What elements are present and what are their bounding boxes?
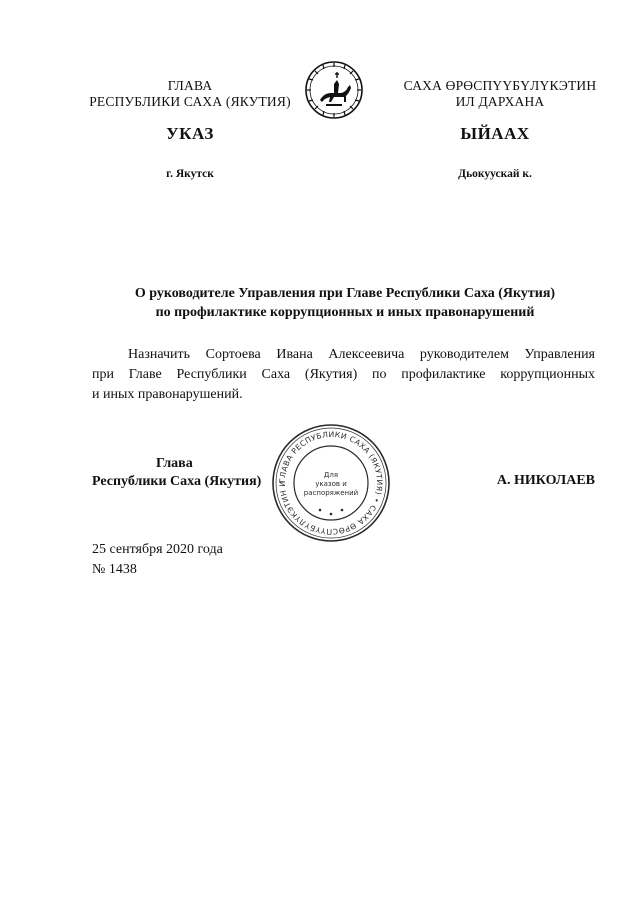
- document-subject: [80, 284, 610, 322]
- emblem-icon: [304, 60, 364, 120]
- place-right: Дьокуускай к.: [458, 168, 532, 180]
- body-line1: Назначить Сортоева Ивана Алексеевича руководителем Управления: [128, 347, 595, 362]
- signature-title-line1: Глава: [156, 456, 193, 471]
- document-number: № 1438: [92, 562, 137, 577]
- signature-title-line2: Республики Саха (Якутия): [92, 474, 262, 489]
- header-right: [385, 78, 615, 110]
- document-body: [92, 345, 595, 405]
- document-date: 25 сентября 2020 года: [92, 542, 223, 557]
- seal-center-line3: распоряжений: [303, 489, 359, 497]
- title-right: ЫЙААХ: [460, 124, 530, 143]
- document-footer: [92, 540, 342, 580]
- seal-ring-text: ГЛАВА РЕСПУБЛИКИ САХА (ЯКУТИЯ) • САХА ӨРӨСПҮҮБҮЛҮКЭТИН И: [277, 429, 385, 537]
- place-left: г. Якутск: [166, 168, 214, 180]
- signature-name: А. НИКОЛАЕВ: [496, 473, 595, 488]
- header-right-line2: ИЛ ДАРХАНА: [455, 94, 545, 109]
- header-right-line1: САХА ӨРӨСПҮҮБҮЛҮКЭТИН: [403, 78, 597, 93]
- official-seal: [270, 422, 392, 544]
- seal-center-line2: указов и: [315, 480, 347, 488]
- body-line3: и иных правонарушений.: [92, 387, 243, 402]
- seal-center-line1: Для: [323, 471, 339, 479]
- subject-line2: по профилактике коррупционных и иных правонарушений: [155, 305, 535, 320]
- header-left-line1: ГЛАВА: [167, 78, 213, 93]
- header-left-line2: РЕСПУБЛИКИ САХА (ЯКУТИЯ): [89, 94, 291, 109]
- signature-title: [92, 455, 292, 491]
- title-left: УКАЗ: [166, 124, 214, 143]
- header-left: [80, 78, 300, 110]
- subject-line1: О руководителе Управления при Главе Республики Саха (Якутия): [134, 286, 556, 301]
- body-line2: при Главе Республики Саха (Якутия) по профилактике коррупционных: [92, 367, 595, 382]
